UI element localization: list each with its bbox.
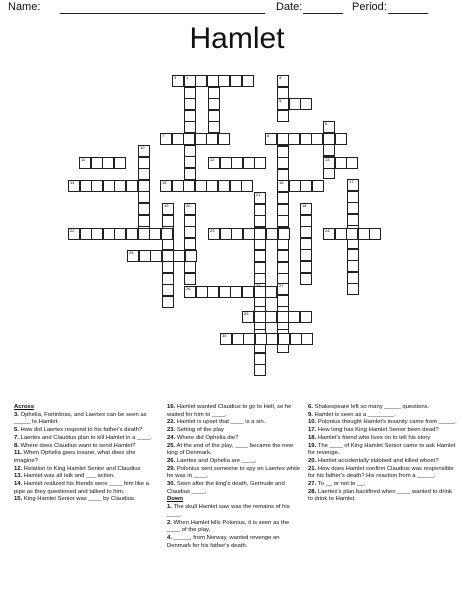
clue-text: Laertes and Ophelia are ____. — [175, 457, 257, 464]
crossword-cell[interactable] — [220, 333, 232, 345]
cell-number: 13 — [325, 157, 330, 162]
clue-item — [167, 481, 300, 496]
crossword-cell[interactable] — [254, 353, 266, 365]
clue-number: 15. — [14, 496, 23, 503]
crossword-cell[interactable] — [242, 286, 254, 298]
crossword-cell[interactable] — [207, 75, 219, 87]
crossword-cell[interactable] — [254, 250, 266, 262]
cell-number: 12 — [210, 157, 215, 162]
clue-item — [308, 404, 458, 412]
crossword-cell[interactable] — [139, 250, 151, 262]
crossword-cell[interactable] — [254, 262, 266, 274]
clue-text: Hamlet accidentally stabbed and killed whom? — [316, 457, 439, 464]
clue-number: 13. — [14, 473, 23, 480]
clue-text: Polonius thought Hamlet's insanity came from _____. — [316, 419, 457, 426]
crossword-cell[interactable] — [300, 273, 312, 285]
crossword-cell[interactable] — [208, 110, 220, 122]
crossword-cell[interactable] — [138, 180, 150, 192]
crossword-cell[interactable] — [289, 98, 301, 110]
clue-text: The skull Hamlet saw was the remains of his ____. — [167, 504, 290, 518]
crossword-cell[interactable] — [265, 133, 277, 145]
clue-text: Relation to King Hamlet Senior and Claudius — [22, 465, 141, 472]
clue-text: Soon after the king's death, Gertrude and Claudius ____. — [167, 481, 285, 495]
crossword-cell[interactable] — [138, 157, 150, 169]
period-label: Period: — [352, 1, 387, 13]
crossword-cell[interactable] — [300, 261, 312, 273]
clue-item — [14, 466, 159, 474]
crossword-cell[interactable] — [300, 238, 312, 250]
clue-text: How does Hamlet confirm Claudius was responsible for his father's death? His reaction from a _____. — [308, 465, 454, 480]
crossword-cell[interactable] — [183, 180, 195, 192]
clue-text: At the end of the play, ____ became the new king of Denmark. — [167, 442, 293, 457]
crossword-cell[interactable] — [138, 168, 150, 180]
crossword-cell[interactable] — [184, 87, 196, 99]
crossword-cell[interactable] — [254, 311, 266, 323]
crossword-cell[interactable] — [254, 286, 266, 298]
clue-number: 26. — [167, 457, 176, 464]
crossword-cell[interactable] — [195, 133, 207, 145]
crossword-cell[interactable] — [230, 75, 242, 87]
crossword-cell[interactable] — [183, 133, 195, 145]
clue-text: Hamlet is upset that ____ is a sin. — [175, 419, 266, 426]
crossword-cell[interactable] — [347, 283, 359, 295]
crossword-cell[interactable] — [254, 215, 266, 227]
crossword-cell[interactable] — [127, 250, 139, 262]
crossword-cell[interactable] — [242, 311, 254, 323]
crossword-cell[interactable] — [347, 214, 359, 226]
crossword-cell[interactable] — [278, 228, 290, 240]
crossword-cell[interactable] — [91, 228, 103, 240]
crossword-cell[interactable] — [346, 228, 358, 240]
clue-number: 20. — [308, 457, 317, 464]
clue-text: Where does Claudius want to send Hamlet? — [18, 442, 136, 449]
crossword-cell[interactable] — [335, 228, 347, 240]
crossword-cell[interactable] — [206, 133, 218, 145]
crossword-cell[interactable] — [290, 333, 302, 345]
crossword-cell[interactable] — [300, 133, 312, 145]
clue-number: 1. — [167, 504, 172, 511]
crossword-cell[interactable] — [173, 250, 185, 262]
crossword-cell[interactable] — [196, 286, 208, 298]
crossword-cell[interactable] — [160, 180, 172, 192]
clue-item — [308, 489, 458, 504]
crossword-cell[interactable] — [172, 180, 184, 192]
clue-number: 30. — [167, 481, 176, 488]
clue-text: How long has King Hamlet Senior been dead? — [316, 427, 439, 434]
crossword-cell[interactable] — [184, 238, 196, 250]
crossword-cell[interactable] — [208, 228, 220, 240]
crossword-cell[interactable] — [91, 180, 103, 192]
crossword-cell[interactable] — [126, 228, 138, 240]
cell-number: 8 — [267, 133, 270, 138]
crossword-cell[interactable] — [288, 133, 300, 145]
clue-number: 22. — [167, 419, 176, 426]
crossword-cell[interactable] — [114, 180, 126, 192]
clue-item — [167, 458, 300, 466]
crossword-cell[interactable] — [335, 133, 347, 145]
clue-text: Setting of the play — [175, 427, 224, 434]
crossword-cell[interactable] — [160, 133, 172, 145]
crossword-cell[interactable] — [277, 75, 289, 87]
crossword-cell[interactable] — [162, 273, 174, 285]
crossword-cell[interactable] — [161, 228, 173, 240]
crossword-cell[interactable] — [277, 295, 289, 307]
crossword-cell[interactable] — [254, 238, 266, 250]
crossword-cell[interactable] — [103, 228, 115, 240]
crossword-cell[interactable] — [91, 157, 103, 169]
clue-text: Hamlet was all talk and ___ action. — [22, 473, 115, 480]
crossword-cell[interactable] — [323, 121, 335, 133]
crossword-cell[interactable] — [277, 283, 289, 295]
crossword-cell[interactable] — [277, 215, 289, 227]
clue-number: 14. — [14, 481, 23, 488]
clue-item — [167, 504, 300, 519]
date-label: Date: — [276, 1, 303, 13]
crossword-cell[interactable] — [323, 144, 335, 156]
crossword-cell[interactable] — [138, 203, 150, 215]
clue-number: 23. — [167, 427, 176, 434]
name-label: Name: — [8, 1, 41, 13]
clue-item — [308, 458, 458, 466]
crossword-cell[interactable] — [206, 180, 218, 192]
cell-number: 21 — [256, 192, 261, 197]
crossword-cell[interactable] — [301, 333, 313, 345]
crossword-cell[interactable] — [184, 273, 196, 285]
crossword-cell[interactable] — [184, 261, 196, 273]
clue-item — [167, 435, 300, 443]
cell-number: 30 — [222, 333, 227, 338]
crossword-cell[interactable] — [126, 180, 138, 192]
crossword-cell[interactable] — [243, 228, 255, 240]
crossword-cell[interactable] — [208, 121, 220, 133]
page-title: Hamlet — [189, 22, 285, 55]
crossword-cell[interactable] — [277, 250, 289, 262]
clue-number: 29. — [167, 465, 176, 472]
clue-number: 19. — [308, 442, 317, 449]
crossword-cell[interactable] — [184, 98, 196, 110]
crossword-cell[interactable] — [185, 250, 197, 262]
crossword-cell[interactable] — [138, 191, 150, 203]
clue-item — [14, 473, 159, 481]
crossword-cell[interactable] — [220, 157, 232, 169]
clues-column-2 — [167, 404, 300, 550]
crossword-cell[interactable] — [138, 145, 150, 157]
crossword-cell[interactable] — [242, 75, 254, 87]
clue-number: 25. — [167, 442, 176, 449]
crossword-cell[interactable] — [114, 228, 126, 240]
crossword-cell[interactable] — [162, 296, 174, 308]
crossword-cell[interactable] — [184, 156, 196, 168]
cell-number: 1 — [186, 75, 189, 80]
cell-number: 25 — [129, 250, 134, 255]
clue-number: 27. — [308, 481, 317, 488]
clue-number: 12. — [14, 465, 23, 472]
crossword-cell[interactable] — [172, 133, 184, 145]
clue-item — [167, 466, 300, 481]
crossword-cell[interactable] — [184, 215, 196, 227]
crossword-cell[interactable] — [266, 333, 278, 345]
crossword-cell[interactable] — [184, 110, 196, 122]
crossword-cell[interactable] — [254, 228, 266, 240]
clue-text: When Hamlet kills Polonius, it is seen as the ____ of the play. — [167, 519, 290, 534]
clue-text: Hamlet wanted Claudius to go to Hell, so he waited for him to ____. — [167, 404, 292, 418]
crossword-cell[interactable] — [172, 75, 184, 87]
clue-item — [167, 535, 300, 550]
cell-number: 22 — [70, 228, 75, 233]
cell-number: 14 — [70, 180, 75, 185]
clue-item — [14, 427, 159, 435]
clue-number: 2. — [167, 519, 172, 526]
crossword-cell[interactable] — [323, 133, 335, 145]
clue-text: When Ophelia goes insane, what does she imagine? — [14, 450, 136, 464]
crossword-cell[interactable] — [300, 203, 312, 215]
crossword-cell[interactable] — [68, 228, 80, 240]
crossword-cell[interactable] — [138, 228, 150, 240]
across-heading: Across — [14, 404, 34, 410]
clues-column-1 — [14, 404, 159, 504]
cell-number: 6 — [325, 121, 328, 126]
crossword-cell[interactable] — [277, 192, 289, 204]
crossword-cell[interactable] — [184, 168, 196, 180]
clue-item — [308, 466, 458, 481]
crossword-cell[interactable] — [162, 250, 174, 262]
crossword-cell[interactable] — [103, 180, 115, 192]
crossword-cell[interactable] — [68, 180, 80, 192]
clue-number: 28. — [308, 488, 317, 495]
crossword-cell[interactable] — [347, 272, 359, 284]
cell-number: 3 — [174, 75, 177, 80]
cell-number: 26 — [186, 286, 191, 291]
crossword-cell[interactable] — [220, 228, 232, 240]
cell-number: 15 — [162, 180, 167, 185]
crossword-cell[interactable] — [255, 333, 267, 345]
crossword-cell[interactable] — [243, 333, 255, 345]
clue-item — [167, 404, 300, 419]
crossword-cell[interactable] — [278, 333, 290, 345]
crossword-cell[interactable] — [358, 228, 370, 240]
crossword-cell[interactable] — [195, 75, 207, 87]
crossword-cell[interactable] — [300, 98, 312, 110]
clue-number: 3. — [14, 411, 19, 418]
clue-number: 21. — [308, 465, 317, 472]
crossword-cell[interactable] — [277, 98, 289, 110]
crossword-cell[interactable] — [219, 286, 231, 298]
crossword-cell[interactable] — [208, 87, 220, 99]
clue-text: King Hamlet Senior was ____ by Claudius. — [22, 496, 136, 503]
cell-number: 7 — [162, 133, 165, 138]
clue-item — [308, 427, 458, 435]
crossword-cell[interactable] — [80, 228, 92, 240]
crossword-cell[interactable] — [347, 260, 359, 272]
clue-item — [14, 443, 159, 451]
crossword-cell[interactable] — [254, 157, 266, 169]
clue-item — [167, 419, 300, 427]
cell-number: 10 — [140, 145, 145, 150]
clue-item — [308, 481, 458, 489]
clue-item — [14, 435, 159, 443]
crossword-cell[interactable] — [311, 133, 323, 145]
clue-number: 6. — [308, 404, 313, 410]
crossword-cell[interactable] — [102, 157, 114, 169]
crossword-cell[interactable] — [138, 215, 150, 227]
crossword-cell[interactable] — [230, 180, 242, 192]
crossword-cell[interactable] — [300, 180, 312, 192]
crossword-cell[interactable] — [277, 133, 289, 145]
crossword-cell[interactable] — [79, 157, 91, 169]
crossword-cell[interactable] — [184, 286, 196, 298]
clue-number: 16. — [167, 404, 176, 410]
clue-number: 5. — [14, 427, 19, 434]
crossword-cell[interactable] — [208, 98, 220, 110]
down-heading: Down — [167, 496, 184, 503]
cell-number: 18 — [302, 203, 307, 208]
clue-item — [167, 443, 300, 458]
cell-number: 19 — [164, 203, 169, 208]
cell-number: 17 — [349, 179, 354, 184]
cell-number: 27 — [279, 283, 284, 288]
crossword-cell[interactable] — [254, 192, 266, 204]
crossword-cell[interactable] — [312, 180, 324, 192]
crossword-cell[interactable] — [184, 121, 196, 133]
clue-text: Laertes and Claudius plan to kill Hamlet in a ____. — [18, 434, 152, 441]
clue-text: Where did Ophelia die? — [175, 434, 239, 441]
crossword-cell[interactable] — [266, 228, 278, 240]
clue-text: To __ or not to __. — [316, 481, 366, 488]
clue-text: Polonius sent someone to spy on Laertes while he was in ____. — [167, 465, 300, 480]
crossword-cell[interactable] — [241, 180, 253, 192]
crossword-cell[interactable] — [347, 191, 359, 203]
crossword-cell[interactable] — [243, 157, 255, 169]
clue-text: Laertes's plan backfired when ____ wanted to drink to drink to Hamlet. — [308, 488, 452, 503]
cell-number: 29 — [244, 311, 249, 316]
crossword-cell[interactable] — [347, 202, 359, 214]
crossword-cell[interactable] — [277, 169, 289, 181]
crossword-cell[interactable] — [232, 333, 244, 345]
crossword-cell[interactable] — [114, 157, 126, 169]
crossword-cell[interactable] — [150, 250, 162, 262]
crossword-cell[interactable] — [80, 180, 92, 192]
crossword-cell[interactable] — [289, 180, 301, 192]
crossword-cell[interactable] — [162, 261, 174, 273]
clue-number: 11. — [14, 450, 22, 457]
crossword-cell[interactable] — [254, 364, 266, 376]
crossword-cell[interactable] — [208, 157, 220, 169]
crossword-cell[interactable] — [300, 311, 312, 323]
clue-text: Hamlet realized his friends were ____ him like a pipe as they questioned and talked to him. — [14, 481, 149, 495]
clue-item — [14, 412, 159, 427]
clue-text: Hamlet is seen as a ________. — [312, 411, 396, 418]
cell-number: 24 — [325, 228, 330, 233]
clue-text: The ____ of King Hamlet Senior came to ask Hamlet for revenge. — [308, 442, 456, 457]
clues-column-3 — [308, 404, 458, 504]
crossword-cell[interactable] — [369, 228, 381, 240]
crossword-cell[interactable] — [300, 249, 312, 261]
crossword-cell[interactable] — [218, 180, 230, 192]
crossword-cell[interactable] — [277, 87, 289, 99]
cell-number: 23 — [210, 228, 215, 233]
crossword-cell[interactable] — [162, 284, 174, 296]
clue-text: Hamlet's friend who lives on to tell his story — [316, 434, 431, 441]
clue-item — [167, 427, 300, 435]
crossword-cell[interactable] — [277, 180, 289, 192]
crossword-cell[interactable] — [254, 204, 266, 216]
clue-item — [308, 412, 458, 420]
crossword-cell[interactable] — [347, 249, 359, 261]
crossword-cell[interactable] — [162, 203, 174, 215]
crossword-cell[interactable] — [218, 75, 230, 87]
crossword-cell[interactable] — [300, 226, 312, 238]
crossword-cell[interactable] — [162, 215, 174, 227]
crossword-cell[interactable] — [277, 157, 289, 169]
clue-number: 8. — [14, 442, 19, 449]
crossword-cell[interactable] — [347, 179, 359, 191]
crossword-cell[interactable] — [184, 226, 196, 238]
crossword-cell[interactable] — [184, 203, 196, 215]
clue-text: _____, from Norway, wanted revenge on Denmark for his father's death. — [167, 534, 280, 549]
crossword-cell[interactable] — [230, 286, 242, 298]
clue-number: 18. — [308, 434, 317, 441]
cell-number: 20 — [186, 203, 191, 208]
crossword-cell[interactable] — [323, 228, 335, 240]
clue-text: How did Laertes respond to his father's death? — [18, 427, 143, 434]
crossword-cell[interactable] — [184, 145, 196, 157]
crossword-cell[interactable] — [195, 180, 207, 192]
clue-item — [308, 419, 458, 427]
crossword-cell[interactable] — [277, 146, 289, 158]
crossword-cell[interactable] — [265, 311, 277, 323]
clue-text: Shakespeare left so many _____ questions. — [312, 404, 430, 410]
clue-number: 9. — [308, 411, 313, 418]
clue-item — [308, 435, 458, 443]
clue-number: 24. — [167, 434, 176, 441]
clue-item — [14, 496, 159, 504]
crossword-cell[interactable] — [277, 262, 289, 274]
clue-number: 10. — [308, 419, 317, 426]
crossword-cell[interactable] — [335, 157, 347, 169]
clue-item — [308, 443, 458, 458]
crossword-cell[interactable] — [231, 157, 243, 169]
clue-item — [14, 481, 159, 496]
cell-number: 11 — [81, 157, 86, 162]
clue-item — [14, 450, 159, 465]
crossword-cell[interactable] — [277, 204, 289, 216]
crossword-cell[interactable] — [277, 110, 289, 122]
crossword-cell[interactable] — [218, 133, 230, 145]
cell-number: 16 — [279, 180, 284, 186]
crossword-cell[interactable] — [265, 286, 277, 298]
crossword-cell[interactable] — [300, 215, 312, 227]
clue-number: 7. — [14, 434, 19, 441]
cell-number: 5 — [279, 98, 282, 104]
crossword-cell[interactable] — [207, 286, 219, 298]
crossword-cell[interactable] — [277, 311, 289, 323]
crossword-cell[interactable] — [346, 157, 358, 169]
cell-number: 4 — [279, 75, 282, 80]
crossword-cell[interactable] — [184, 75, 196, 87]
clue-number: 4. — [167, 534, 172, 541]
crossword-cell[interactable] — [149, 228, 161, 240]
clue-item — [167, 520, 300, 535]
crossword-cell[interactable] — [323, 167, 335, 179]
crossword-cell[interactable] — [277, 238, 289, 250]
crossword-cell[interactable] — [288, 311, 300, 323]
clue-number: 17. — [308, 427, 317, 434]
clue-text: Ophelia, Fortinbras, and Laertes can be seen as _____ to Hamlet. — [14, 411, 147, 426]
crossword-cell[interactable] — [231, 228, 243, 240]
crossword-cell[interactable] — [323, 157, 335, 169]
